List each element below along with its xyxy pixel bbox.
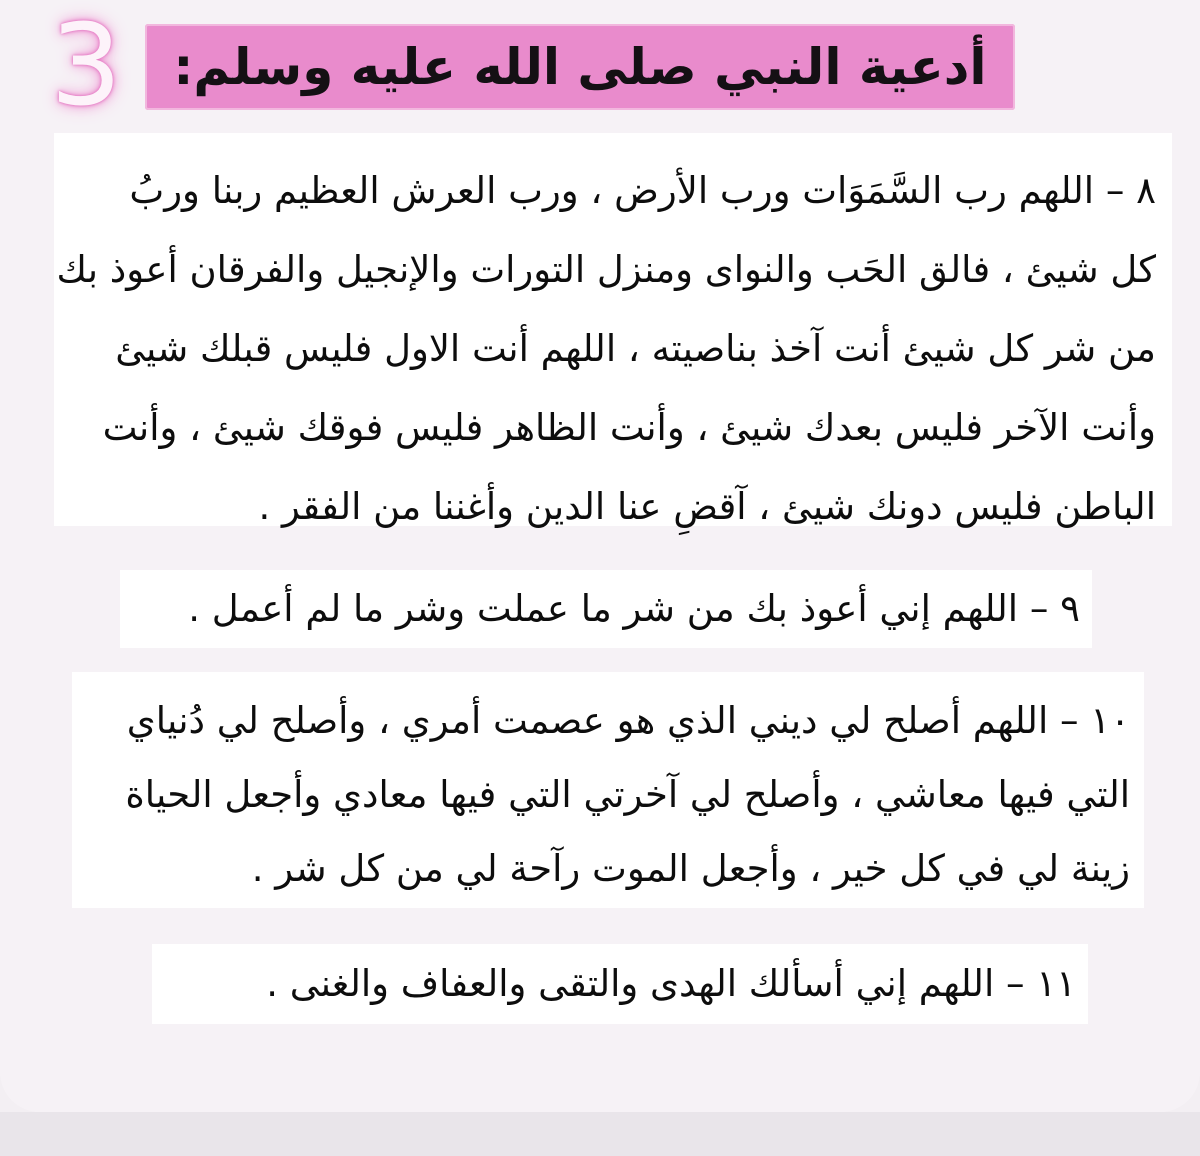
dua-line: الباطن فليس دونك شيئ ، آقضِ عنا الدين وأغننا من الفقر .	[258, 485, 1156, 528]
dua-line: ٩ – اللهم إني أعوذ بك من شر ما عملت وشر ما لم أعمل .	[188, 587, 1080, 630]
dua-line: ١١ – اللهم إني أسألك الهدى والتقى والعفاف والغنى .	[266, 962, 1076, 1005]
dua-line: زينة لي في كل خير ، وأجعل الموت رآحة لي من كل شر .	[251, 847, 1130, 890]
title-banner	[145, 24, 1015, 110]
dua-block-10	[72, 672, 1144, 908]
bottom-strip	[0, 1112, 1200, 1156]
section-number-badge	[32, 1, 140, 131]
dua-block-8	[54, 133, 1172, 526]
dua-line: ٨ – اللهم رب السَّمَوَات ورب الأرض ، ورب العرش العظيم ربنا وربُ	[129, 169, 1156, 212]
dua-line: ١٠ – اللهم أصلح لي ديني الذي هو عصمت أمري ، وأصلح لي دُنياي	[126, 699, 1130, 742]
dua-block-11	[152, 944, 1088, 1024]
page-title: أدعية النبي صلى الله عليه وسلم:	[173, 38, 987, 96]
dua-line: من شر كل شيئ أنت آخذ بناصيته ، اللهم أنت الاول فليس قبلك شيئ	[115, 327, 1156, 370]
dua-line: وأنت الآخر فليس بعدك شيئ ، وأنت الظاهر فليس فوقك شيئ ، وأنت	[102, 406, 1156, 449]
dua-line: كل شيئ ، فالق الحَب والنواى ومنزل التورات والإنجيل والفرقان أعوذ بك	[56, 248, 1156, 291]
dua-line: التي فيها معاشي ، وأصلح لي آخرتي التي فيها معادي وأجعل الحياة	[125, 773, 1130, 816]
dua-block-9	[120, 570, 1092, 648]
section-number: 3	[50, 1, 122, 131]
